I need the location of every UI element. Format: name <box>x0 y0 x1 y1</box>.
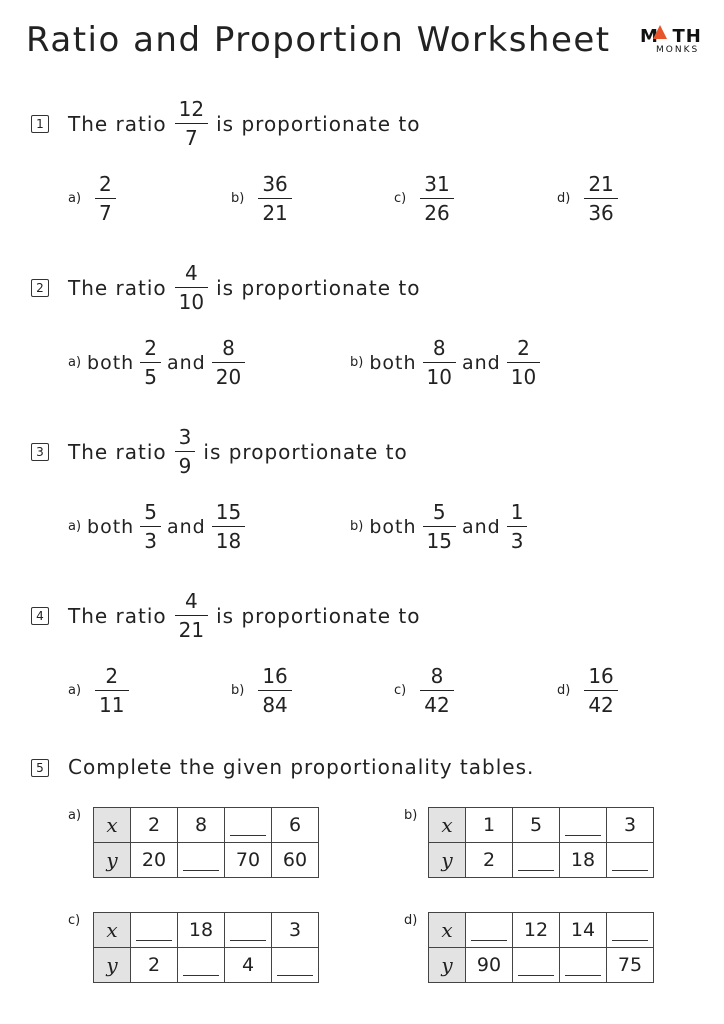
blank-line <box>565 815 601 836</box>
numerator: 8 <box>432 336 446 360</box>
question-1-tail: is proportionate to <box>216 111 421 136</box>
question-number-4: 4 <box>31 607 49 625</box>
denominator: 10 <box>510 365 537 389</box>
q4-option-c[interactable] <box>394 664 454 717</box>
blank-line <box>183 955 219 976</box>
row-header-x: x <box>429 808 466 843</box>
denominator: 21 <box>262 201 288 225</box>
q4-option-d[interactable] <box>557 664 618 717</box>
question-number-2: 2 <box>31 279 49 297</box>
value-cell: 18 <box>560 843 607 878</box>
table-row-x <box>94 808 319 843</box>
option-label: a) <box>68 355 82 370</box>
blank-cell[interactable] <box>225 913 272 948</box>
row-header-y: y <box>94 948 131 983</box>
option-fraction <box>420 172 453 225</box>
option-fraction-1 <box>140 500 161 553</box>
word-and: and <box>166 515 206 538</box>
option-label: c) <box>394 191 407 206</box>
logo-triangle-icon <box>653 25 667 39</box>
q2-option-a[interactable] <box>68 336 245 389</box>
row-header-y: y <box>429 948 466 983</box>
q4-option-b[interactable] <box>231 664 292 717</box>
blank-line <box>612 850 648 871</box>
word-both: both <box>87 351 135 374</box>
option-label: a) <box>68 519 82 534</box>
question-5-text: Complete the given proportionality tables. <box>68 755 535 779</box>
question-4-tail: is proportionate to <box>216 603 421 628</box>
blank-cell[interactable] <box>560 808 607 843</box>
blank-line <box>277 955 313 976</box>
table-row-x <box>429 913 654 948</box>
value-cell: 12 <box>513 913 560 948</box>
table-row-y <box>429 948 654 983</box>
question-1-lead: The ratio <box>68 111 167 136</box>
option-label: b) <box>231 191 245 206</box>
option-fraction <box>584 664 617 717</box>
ratio-denominator: 21 <box>178 618 205 642</box>
numerator: 21 <box>588 172 614 196</box>
proportion-table-a <box>93 807 319 878</box>
denominator: 11 <box>99 693 125 717</box>
question-1-prompt <box>68 97 420 150</box>
blank-line <box>471 920 507 941</box>
ratio-denominator: 9 <box>178 454 192 478</box>
value-cell: 18 <box>178 913 225 948</box>
math-monks-logo <box>640 26 700 55</box>
blank-cell[interactable] <box>513 948 560 983</box>
row-header-x: x <box>94 808 131 843</box>
option-fraction <box>258 664 291 717</box>
question-2-tail: is proportionate to <box>216 275 421 300</box>
value-cell: 90 <box>466 948 513 983</box>
option-fraction <box>95 172 116 225</box>
row-header-x: x <box>429 913 466 948</box>
option-fraction-2 <box>507 500 528 553</box>
row-header-x: x <box>94 913 131 948</box>
question-3-tail: is proportionate to <box>203 439 408 464</box>
denominator: 7 <box>99 201 112 225</box>
question-4-lead: The ratio <box>68 603 167 628</box>
value-cell: 2 <box>131 948 178 983</box>
option-label: b) <box>350 519 364 534</box>
table-row-y <box>94 948 319 983</box>
blank-cell[interactable] <box>178 948 225 983</box>
question-2-lead: The ratio <box>68 275 167 300</box>
logo-main-text: M TH <box>640 26 702 47</box>
blank-line <box>612 920 648 941</box>
table-row-y <box>429 843 654 878</box>
option-label: b) <box>231 683 245 698</box>
option-label: a) <box>68 683 82 698</box>
ratio-numerator: 4 <box>185 589 198 613</box>
denominator: 84 <box>262 693 288 717</box>
numerator: 5 <box>144 500 157 524</box>
denominator: 42 <box>424 693 450 717</box>
value-cell: 6 <box>272 808 319 843</box>
page-title: Ratio and Proportion Worksheet <box>26 20 611 60</box>
denominator: 3 <box>144 529 157 553</box>
blank-line <box>518 955 554 976</box>
value-cell: 75 <box>607 948 654 983</box>
numerator: 16 <box>588 664 614 688</box>
q4-option-a[interactable] <box>68 664 129 717</box>
blank-cell[interactable] <box>607 913 654 948</box>
numerator: 8 <box>430 664 444 688</box>
option-label: d) <box>557 683 571 698</box>
value-cell: 8 <box>178 808 225 843</box>
denominator: 5 <box>144 365 157 389</box>
numerator: 15 <box>215 500 242 524</box>
denominator: 15 <box>426 529 452 553</box>
proportion-table-b <box>428 807 654 878</box>
question-number-3: 3 <box>31 443 49 461</box>
value-cell: 70 <box>225 843 272 878</box>
blank-line <box>136 920 172 941</box>
blank-cell[interactable] <box>560 948 607 983</box>
value-cell: 60 <box>272 843 319 878</box>
word-and: and <box>166 351 206 374</box>
table-row-y <box>94 843 319 878</box>
q3-option-a[interactable] <box>68 500 245 553</box>
option-fraction <box>258 172 291 225</box>
row-header-y: y <box>429 843 466 878</box>
value-cell: 3 <box>607 808 654 843</box>
question-number-1: 1 <box>31 115 49 133</box>
option-label: b) <box>350 355 364 370</box>
denominator: 10 <box>426 365 452 389</box>
blank-line <box>518 850 554 871</box>
q1-option-b[interactable] <box>231 172 292 225</box>
blank-cell[interactable] <box>513 843 560 878</box>
proportion-table-d <box>428 912 654 983</box>
ratio-numerator: 3 <box>178 425 192 449</box>
table-row-x <box>429 808 654 843</box>
word-and: and <box>461 515 501 538</box>
value-cell: 14 <box>560 913 607 948</box>
option-label: c) <box>394 683 407 698</box>
value-cell: 5 <box>513 808 560 843</box>
blank-cell[interactable] <box>178 843 225 878</box>
question-3-lead: The ratio <box>68 439 167 464</box>
value-cell: 2 <box>131 808 178 843</box>
q2-option-b[interactable] <box>350 336 540 389</box>
option-fraction-2 <box>507 336 540 389</box>
question-number-5: 5 <box>31 759 49 777</box>
option-label: d) <box>557 191 571 206</box>
option-fraction <box>95 664 128 717</box>
denominator: 3 <box>510 529 524 553</box>
ratio-denominator: 10 <box>178 290 205 314</box>
word-and: and <box>461 351 501 374</box>
denominator: 18 <box>215 529 242 553</box>
word-both: both <box>87 515 135 538</box>
value-cell: 2 <box>466 843 513 878</box>
question-3-ratio <box>175 425 196 478</box>
denominator: 42 <box>588 693 614 717</box>
ratio-numerator: 4 <box>185 261 198 285</box>
option-fraction-1 <box>423 500 456 553</box>
q3-option-b[interactable] <box>350 500 527 553</box>
q1-option-a[interactable] <box>68 172 116 225</box>
row-header-y: y <box>94 843 131 878</box>
question-4-ratio <box>175 589 208 642</box>
blank-cell[interactable] <box>607 843 654 878</box>
ratio-numerator: 12 <box>178 97 205 121</box>
logo-sub-text: MONKS <box>656 45 700 55</box>
denominator: 36 <box>588 201 614 225</box>
option-fraction-1 <box>423 336 456 389</box>
numerator: 36 <box>262 172 288 196</box>
option-label: a) <box>68 191 82 206</box>
numerator: 2 <box>144 336 157 360</box>
value-cell: 3 <box>272 913 319 948</box>
numerator: 2 <box>105 664 119 688</box>
word-both: both <box>369 351 417 374</box>
numerator: 2 <box>517 336 530 360</box>
q1-option-d[interactable] <box>557 172 618 225</box>
value-cell: 1 <box>466 808 513 843</box>
value-cell: 20 <box>131 843 178 878</box>
table-a-label: a) <box>68 808 82 823</box>
word-both: both <box>369 515 417 538</box>
question-2-ratio <box>175 261 208 314</box>
option-fraction-2 <box>212 336 245 389</box>
table-c-label: c) <box>68 913 81 928</box>
table-b-label: b) <box>404 808 418 823</box>
q1-option-c[interactable] <box>394 172 454 225</box>
table-row-x <box>94 913 319 948</box>
proportion-table-c <box>93 912 319 983</box>
blank-cell[interactable] <box>466 913 513 948</box>
blank-line <box>230 815 266 836</box>
question-2-prompt <box>68 261 420 314</box>
numerator: 1 <box>510 500 524 524</box>
blank-cell[interactable] <box>131 913 178 948</box>
question-3-prompt <box>68 425 408 478</box>
denominator: 20 <box>215 365 242 389</box>
option-fraction <box>420 664 453 717</box>
blank-line <box>183 850 219 871</box>
blank-line <box>565 955 601 976</box>
numerator: 8 <box>222 336 235 360</box>
table-d-label: d) <box>404 913 418 928</box>
numerator: 16 <box>262 664 288 688</box>
numerator: 2 <box>99 172 112 196</box>
question-4-prompt <box>68 589 420 642</box>
blank-line <box>230 920 266 941</box>
option-fraction-2 <box>212 500 245 553</box>
ratio-denominator: 7 <box>185 126 198 150</box>
option-fraction <box>584 172 617 225</box>
numerator: 31 <box>424 172 450 196</box>
blank-cell[interactable] <box>225 808 272 843</box>
denominator: 26 <box>424 201 450 225</box>
value-cell: 4 <box>225 948 272 983</box>
numerator: 5 <box>432 500 446 524</box>
option-fraction-1 <box>140 336 161 389</box>
blank-cell[interactable] <box>272 948 319 983</box>
question-1-ratio <box>175 97 208 150</box>
